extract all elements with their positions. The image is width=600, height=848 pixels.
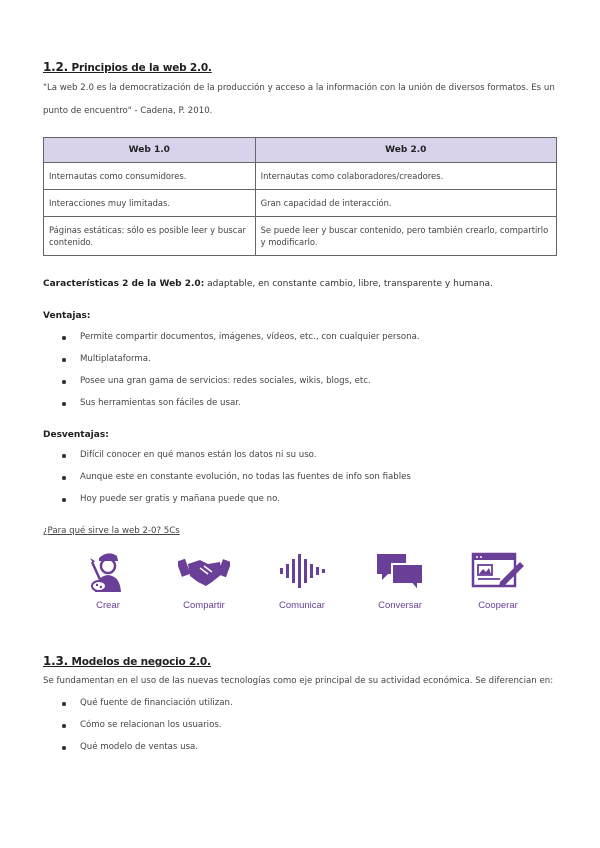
table-cell: Se puede leer y buscar contenido, pero también crearlo, compartirlo y modificarlo. — [255, 217, 556, 256]
desventajas-list — [60, 449, 411, 515]
list-item: Permite compartir documentos, imágenes, vídeos, etc., con cualquier persona. — [60, 331, 420, 353]
table-row — [44, 163, 557, 190]
sound-wave-icon — [276, 548, 328, 594]
caracteristicas-text: adaptable, en constante cambio, libre, transparente y humana. — [204, 279, 493, 289]
list-item: Difícil conocer en qué manos están los datos ni su uso. — [60, 449, 411, 471]
ventajas-label: Ventajas: — [43, 311, 91, 321]
table-cell: Páginas estáticas: sólo es posible leer y buscar contenido. — [44, 217, 256, 256]
table-cell: Internautas como colaboradores/creadores. — [255, 163, 556, 190]
list-item: Qué fuente de financiación utilizan. — [60, 697, 233, 719]
section-number: 1.2. — [43, 60, 69, 74]
list-item: Sus herramientas son fáciles de usar. — [60, 397, 420, 419]
edit-window-icon — [470, 548, 526, 594]
list-item: Hoy puede ser gratis y mañana puede que no. — [60, 493, 411, 515]
artist-icon — [87, 548, 129, 594]
section-title: Principios de la web 2.0. — [71, 62, 212, 74]
table-header-web20: Web 2.0 — [255, 138, 556, 163]
compartir-label: Compartir — [183, 600, 225, 611]
conversar-item — [352, 548, 448, 611]
cooperar-label: Cooperar — [478, 600, 518, 611]
caracteristicas-label: Características 2 de la Web 2.0: — [43, 279, 205, 289]
compartir-item — [156, 548, 252, 611]
table-cell: Interacciones muy limitadas. — [44, 190, 256, 217]
table-cell: Gran capacidad de interacción. — [255, 190, 556, 217]
table-header-row — [44, 138, 557, 163]
handshake-icon — [178, 548, 230, 594]
section-number: 1.3. — [43, 654, 69, 668]
cooperar-item — [450, 548, 546, 611]
section-heading-principios — [43, 60, 212, 74]
comunicar-label: Comunicar — [279, 600, 325, 611]
desventajas-label: Desventajas: — [43, 430, 109, 440]
quote-paragraph: "La web 2.0 es la democratización de la producción y acceso a la información con la unión de diversos formatos. Es un punto de encuentro" - Cadena, P. 2010. — [43, 83, 555, 116]
ventajas-heading — [43, 311, 90, 321]
comunicar-item — [254, 548, 350, 611]
crear-label: Crear — [96, 600, 120, 611]
table-row — [44, 217, 557, 256]
chat-bubbles-icon — [374, 548, 426, 594]
list-item: Multiplataforma. — [60, 353, 420, 375]
list-item: Aunque este en constante evolución, no todas las fuentes de info son fiables — [60, 471, 411, 493]
ventajas-list — [60, 331, 420, 419]
cinco-cs-icons — [60, 548, 550, 628]
conversar-label: Conversar — [378, 600, 422, 611]
table-header-web10: Web 1.0 — [44, 138, 256, 163]
list-item: Qué modelo de ventas usa. — [60, 741, 233, 763]
table-row — [44, 190, 557, 217]
comparison-table — [43, 137, 557, 256]
modelos-intro: Se fundamentan en el uso de las nuevas tecnologías como eje principal de su actividad económica. Se diferencian en: — [43, 676, 554, 686]
crear-item — [60, 548, 156, 611]
caracteristicas-line — [43, 279, 493, 289]
section-heading-modelos — [43, 654, 211, 668]
table-cell: Internautas como consumidores. — [44, 163, 256, 190]
modelos-list — [60, 697, 233, 763]
cinco-cs-link[interactable]: ¿Para qué sirve la web 2-0? 5Cs — [43, 526, 180, 536]
list-item: Cómo se relacionan los usuarios. — [60, 719, 233, 741]
list-item: Posee una gran gama de servicios: redes sociales, wikis, blogs, etc. — [60, 375, 420, 397]
desventajas-heading — [43, 430, 109, 440]
section-title: Modelos de negocio 2.0. — [71, 656, 211, 668]
